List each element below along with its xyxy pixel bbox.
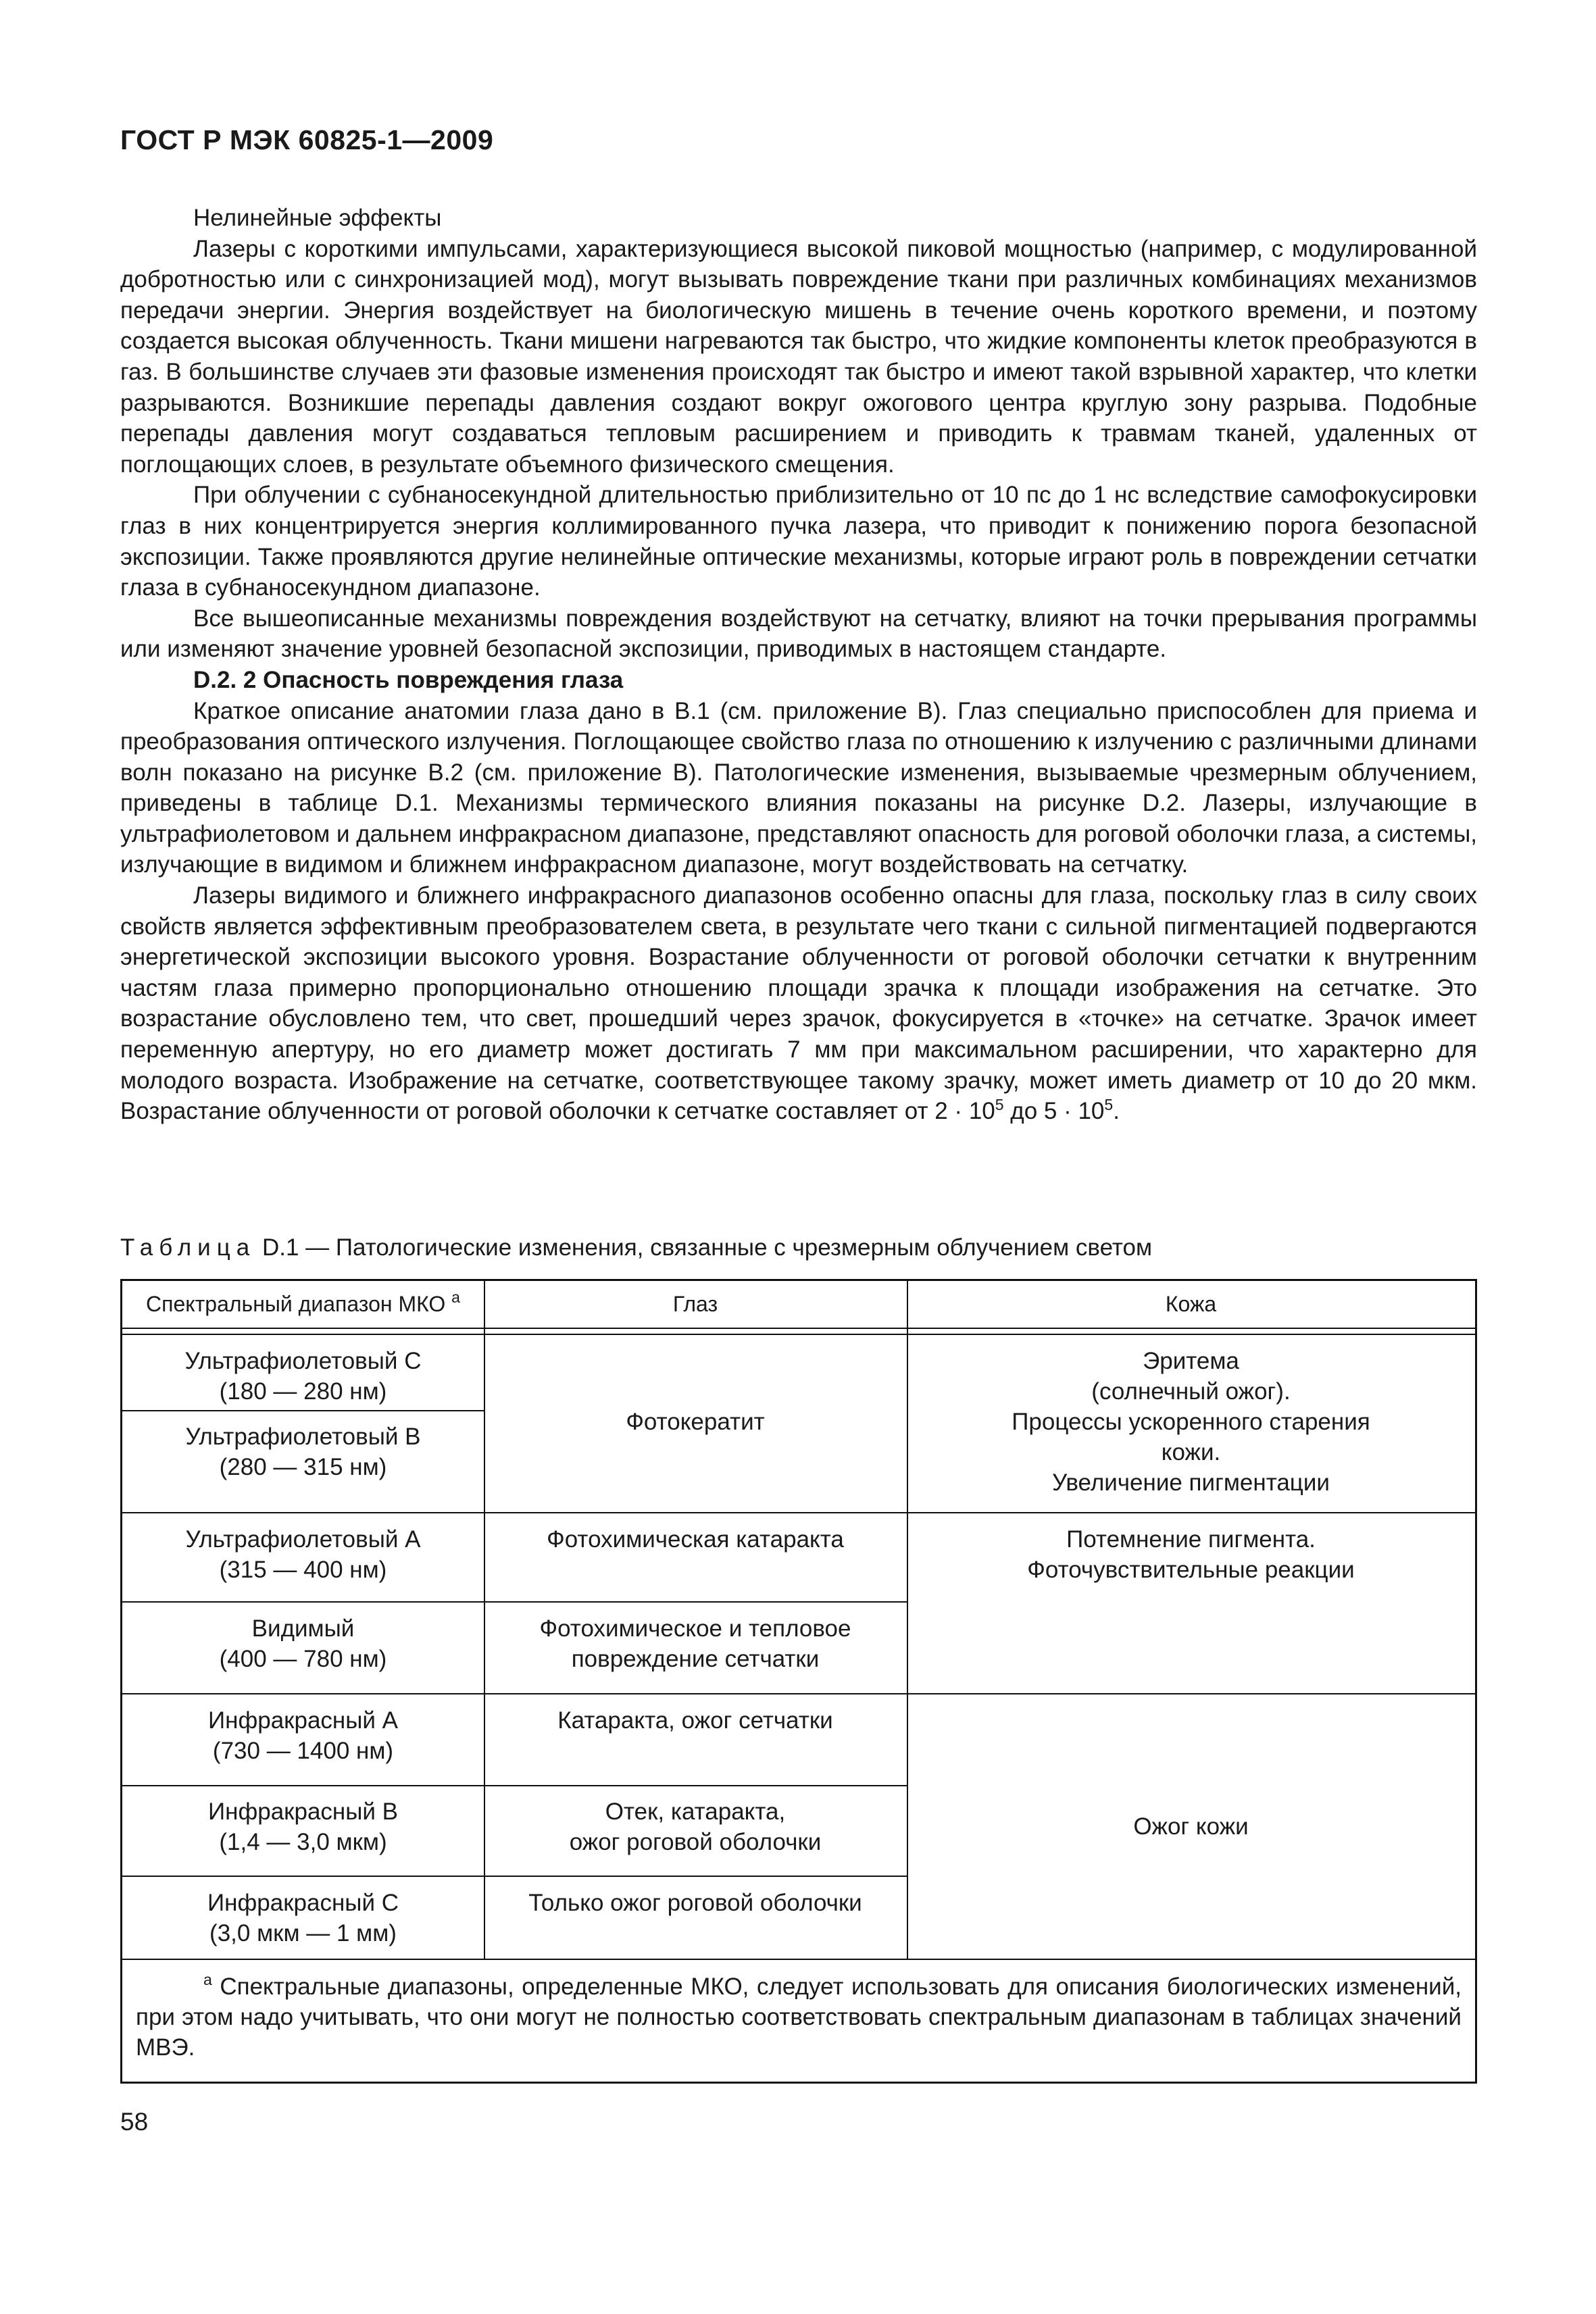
paragraph: Нелинейные эффекты	[193, 205, 442, 231]
table-caption	[120, 1232, 1152, 1263]
body-text	[120, 203, 1477, 1127]
footnote-mark: a	[451, 1288, 460, 1307]
range-cell	[122, 1422, 484, 1482]
range-cell	[122, 1888, 484, 1948]
skin-effect-cell	[907, 1524, 1475, 1585]
table-divider	[122, 1601, 907, 1603]
paragraph-text: .	[1113, 1098, 1120, 1125]
range-name: Инфракрасный В	[207, 1799, 399, 1825]
range-cell	[122, 1705, 484, 1766]
eye-effect-cell	[484, 1796, 907, 1857]
range-value: (3,0 мкм — 1 мм)	[209, 1920, 397, 1946]
paragraph: При облучении с субнаносекундной длительностью приблизительно от 10 пс до 1 нс вследствие самофокусировки глаз в них концентрируется энергия коллимированного пучка лазера, что приводит к понижению порога безопасной экспозиции. Также проявляются другие нелинейные оптические механизмы, которые играют роль в повреждении сетчатки глаза в субнаносекундном диапазоне.	[120, 482, 1477, 601]
section-heading: D.2. 2 Опасность повреждения глаза	[193, 666, 624, 693]
skin-effect-line: (солнечный ожог).	[1091, 1378, 1291, 1405]
table	[120, 1279, 1477, 2084]
caption-text: D.1 — Патологические изменения, связанные с чрезмерным облучением светом	[255, 1234, 1153, 1261]
eye-effect-cell: Фотокератит	[626, 1409, 765, 1435]
eye-effect-cell: Катаракта, ожог сетчатки	[557, 1707, 833, 1734]
range-value: (180 — 280 нм)	[219, 1378, 387, 1405]
superscript: 5	[995, 1095, 1004, 1113]
eye-effect-cell: Только ожог роговой оболочки	[528, 1890, 862, 1916]
range-value: (1,4 — 3,0 мкм)	[219, 1829, 387, 1855]
table-divider	[122, 1693, 1475, 1694]
header-text: Спектральный диапазон МКО	[146, 1292, 446, 1316]
range-name: Видимый	[251, 1615, 355, 1642]
skin-effect-cell	[907, 1346, 1475, 1498]
footnote-mark: a	[203, 1971, 212, 1989]
paragraph: Краткое описание анатомии глаза дано в В.1 (см. приложение В). Глаз специально приспособлен для приема и преобразования оптического излучения. Поглощающее свойство глаза по отношению к излучению с различными длинами волн показано на рисунке В.2 (см. приложение В). Патологические изменения, вызываемые чрезмерным облучением, приведены в таблице D.1. Механизмы термического влияния показаны на рисунке D.2. Лазеры, излучающие в ультрафиолетовом и дальнем инфракрасном диапазоне, представляют опасность для роговой оболочки глаза, а системы, излучающие в видимом и ближнем инфракрасном диапазоне, могут воздействовать на сетчатку.	[120, 697, 1477, 878]
skin-effect-line: Потемнение пигмента.	[1066, 1526, 1316, 1553]
paragraph-text: Лазеры видимого и ближнего инфракрасного диапазонов особенно опасны для глаза, поскольку глаз в силу своих свойств является эффективным преобразователем света, в результате чего ткани с сильной пигментацией подвергаются энергетической экспозиции высокого уровня. Возрастание облученности от роговой оболочки сетчатки к внутренним частям глаза примерно пропорционально отношению площади зрачка к площади изображения на сетчатке. Это возрастание обусловлено тем, что свет, прошедший через зрачок, фокусируется в «точке» на сетчатке. Зрачок имеет переменную апертуру, но его диаметр может достигать 7 мм при максимальном расширении, что характерно для молодого возраста. Изображение на сетчатке, соответствующее такому зрачку, может иметь диаметр от 10 до 20 мкм. Возрастание облученности от роговой оболочки к сетчатке составляет от 2 · 10	[120, 882, 1477, 1125]
eye-effect-cell: Фотохимическая катаракта	[547, 1526, 844, 1553]
eye-effect-line: Отек, катаракта,	[605, 1799, 786, 1825]
table-divider	[122, 1328, 1475, 1329]
table-footnote	[136, 1971, 1462, 2063]
paragraph-text: до 5 · 10	[1003, 1098, 1105, 1125]
range-value: (315 — 400 нм)	[219, 1557, 387, 1583]
table-divider	[122, 1959, 1475, 1960]
range-name: Инфракрасный А	[207, 1707, 399, 1734]
page-number: 58	[120, 2108, 149, 2136]
table-divider	[122, 1512, 1475, 1513]
range-value: (280 — 315 нм)	[219, 1454, 387, 1480]
superscript: 5	[1104, 1095, 1114, 1113]
header-cell-range	[122, 1289, 484, 1319]
skin-effect-line: кожи.	[1161, 1439, 1221, 1465]
eye-effect-line: ожог роговой оболочки	[569, 1829, 822, 1855]
eye-effect-line: повреждение сетчатки	[571, 1646, 820, 1672]
skin-effect-line: Увеличение пигментации	[1052, 1469, 1330, 1496]
range-cell	[122, 1524, 484, 1585]
caption-prefix: Таблица	[120, 1234, 256, 1261]
range-cell	[122, 1346, 484, 1407]
paragraph	[120, 880, 1477, 1127]
footnote-text: Спектральные диапазоны, определенные МКО, следует использовать для описания биологических изменений, при этом надо учитывать, что они могут не полностью соответствовать спектральным диапазонам в таблицах значений МВЭ.	[136, 1973, 1462, 2061]
eye-effect-cell	[484, 1613, 907, 1674]
skin-effect-cell: Ожог кожи	[1133, 1813, 1249, 1840]
range-name: Инфракрасный С	[207, 1890, 399, 1916]
range-name: Ультрафиолетовый А	[185, 1526, 421, 1553]
header-cell-eye: Глаз	[672, 1292, 718, 1316]
range-cell	[122, 1613, 484, 1674]
skin-effect-line: Фоточувствительные реакции	[1027, 1557, 1355, 1583]
range-name: Ультрафиолетовый С	[184, 1348, 422, 1374]
range-cell	[122, 1796, 484, 1857]
table-divider	[122, 1410, 484, 1411]
document-header: ГОСТ Р МЭК 60825-1—2009	[120, 124, 494, 155]
table-divider	[122, 1334, 1475, 1335]
skin-effect-line: Процессы ускоренного старения	[1012, 1409, 1370, 1435]
range-name: Ультрафиолетовый В	[185, 1424, 421, 1450]
table-divider	[122, 1785, 907, 1786]
paragraph: Все вышеописанные механизмы повреждения воздействуют на сетчатку, влияют на точки прерывания программы или изменяют значение уровней безопасной экспозиции, приводимых в настоящем стандарте.	[120, 605, 1477, 663]
range-value: (730 — 1400 нм)	[212, 1738, 394, 1764]
skin-effect-line: Эритема	[1143, 1348, 1239, 1374]
eye-effect-line: Фотохимическое и тепловое	[539, 1615, 851, 1642]
paragraph: Лазеры с короткими импульсами, характеризующиеся высокой пиковой мощностью (например, с модулированной добротностью или с синхронизацией мод), могут вызывать повреждение ткани при различных комбинациях механизмов передачи энергии. Энергия воздействует на биологическую мишень в течение очень короткого времени, и поэтому создается высокая облученность. Ткани мишени нагреваются так быстро, что жидкие компоненты клеток преобразуются в газ. В большинстве случаев эти фазовые изменения происходят так быстро и имеют такой взрывной характер, что клетки разрываются. Возникшие перепады давления создают вокруг ожогового центра круглую зону разрыва. Подобные перепады давления могут создаваться тепловым расширением и приводить к травмам тканей, удаленных от поглощающих слоев, в результате объемного физического смещения.	[120, 235, 1477, 478]
range-value: (400 — 780 нм)	[219, 1646, 387, 1672]
header-cell-skin: Кожа	[1165, 1292, 1217, 1316]
